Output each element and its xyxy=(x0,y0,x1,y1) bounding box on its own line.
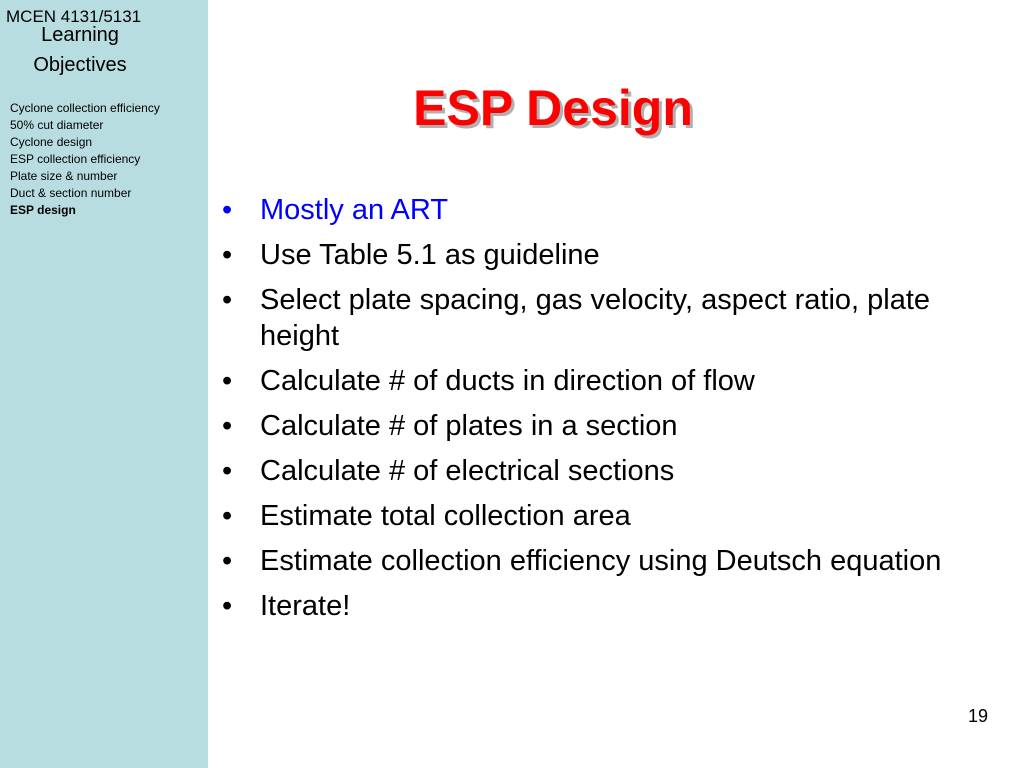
bullet-dot: • xyxy=(222,284,233,316)
bullet-text: Use Table 5.1 as guideline xyxy=(260,239,600,271)
bullet-dot: • xyxy=(222,500,233,532)
course-code: MCEN 4131/5131 xyxy=(6,7,142,26)
sidebar xyxy=(0,0,208,768)
objective-item-current: ESP design xyxy=(10,203,76,217)
bullet-text: Mostly an ART xyxy=(260,194,449,226)
sidebar-heading xyxy=(20,20,140,80)
objective-item: Plate size & number xyxy=(10,169,118,183)
bullet-dot: • xyxy=(222,365,233,397)
bullet-text: Calculate # of plates in a section xyxy=(260,410,678,442)
objectives-list xyxy=(10,100,160,219)
bullet-dot: • xyxy=(222,239,233,271)
bullet-text: Iterate! xyxy=(260,590,351,622)
bullet-dot: • xyxy=(222,545,233,577)
bullet-text: Estimate total collection area xyxy=(260,500,631,532)
objective-item: Cyclone design xyxy=(10,135,93,149)
bullet-dot: • xyxy=(222,410,233,442)
bullet-dot: • xyxy=(222,194,233,226)
sidebar-heading-line1: Learning xyxy=(41,24,119,46)
sidebar-heading-line2: Objectives xyxy=(33,54,127,76)
page-number: 19 xyxy=(967,706,988,726)
bullet-dot: • xyxy=(222,590,233,622)
objective-item: Duct & section number xyxy=(10,186,132,200)
bullet-text: Calculate # of electrical sections xyxy=(260,455,675,487)
bullet-text: Select plate spacing, gas velocity, aspect ratio, plate height xyxy=(260,284,931,352)
bullet-item xyxy=(222,498,962,534)
objective-item: 50% cut diameter xyxy=(10,118,104,132)
bullet-item xyxy=(222,363,962,399)
bullet-item xyxy=(222,282,962,354)
bullet-item xyxy=(222,237,962,273)
bullet-text: Estimate collection efficiency using Deutsch equation xyxy=(260,545,942,577)
objective-item: ESP collection efficiency xyxy=(10,152,141,166)
bullet-item xyxy=(222,408,962,444)
bullet-item xyxy=(222,192,962,228)
bullet-item xyxy=(222,453,962,489)
bullet-list xyxy=(222,192,962,633)
slide-title: ESP Design xyxy=(413,80,693,136)
bullet-text: Calculate # of ducts in direction of flow xyxy=(260,365,755,397)
bullet-dot: • xyxy=(222,455,233,487)
bullet-item xyxy=(222,588,962,624)
bullet-item xyxy=(222,543,962,579)
objective-item: Cyclone collection efficiency xyxy=(10,101,160,115)
